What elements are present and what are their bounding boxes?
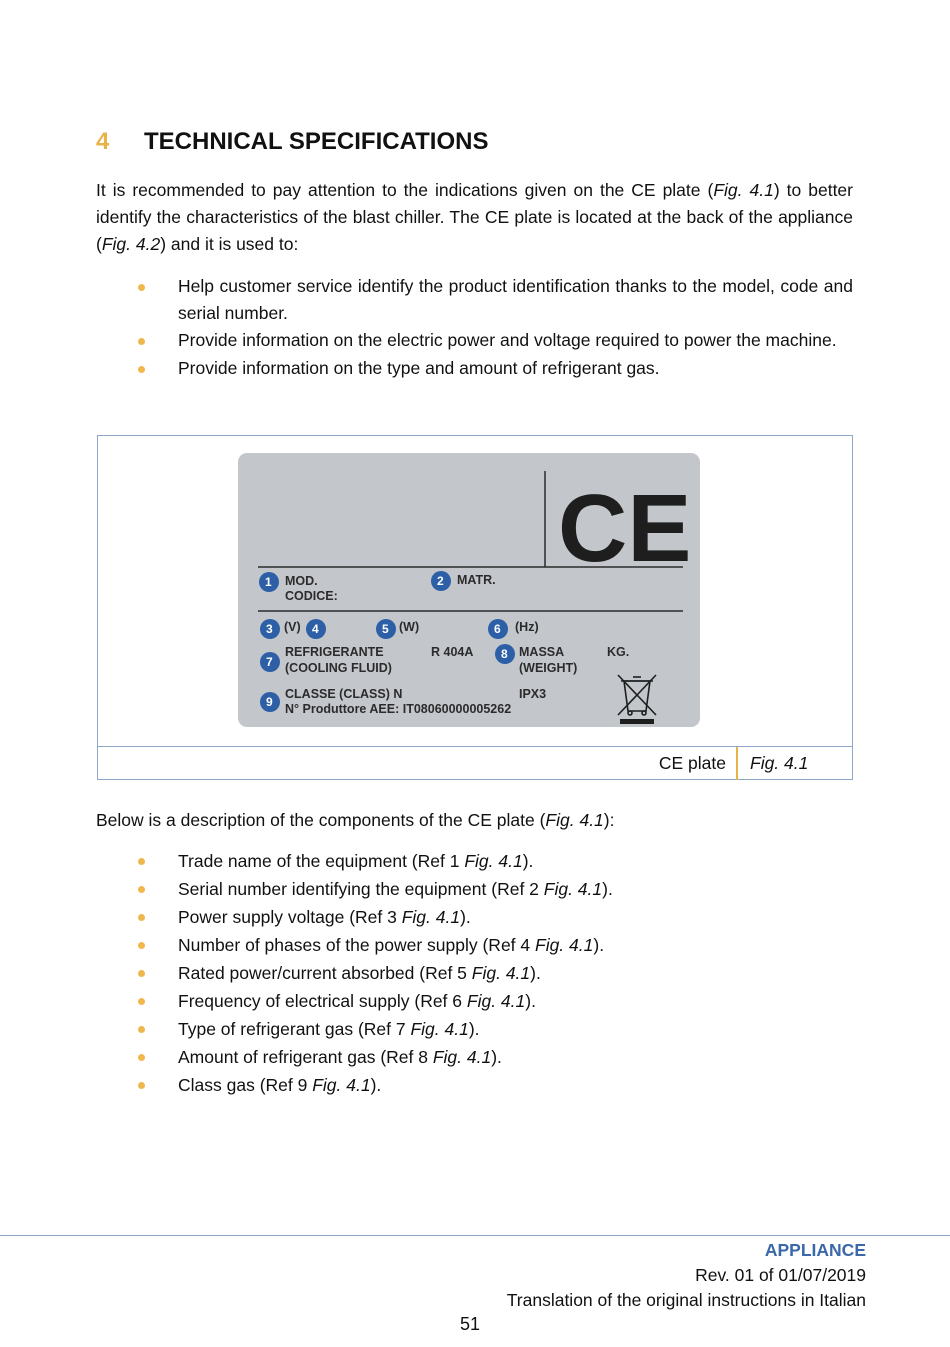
intro-paragraph xyxy=(96,177,853,258)
badge-3 xyxy=(260,619,280,639)
weee-bin-icon xyxy=(618,675,656,724)
caption-separator xyxy=(736,747,738,780)
plate-label-codice: CODICE: xyxy=(285,589,338,603)
intro-text-3: ) and it is used to: xyxy=(160,234,299,254)
svg-text:9: 9 xyxy=(266,695,273,709)
plate-label-weight: (WEIGHT) xyxy=(519,661,578,675)
badge-5 xyxy=(376,619,396,639)
plate-label-cooling-fluid: (COOLING FLUID) xyxy=(285,661,392,675)
intro-text-1: It is recommended to pay attention to the indications given on the CE plate ( xyxy=(96,180,714,200)
badge-6 xyxy=(488,619,508,639)
plate-label-ipx: IPX3 xyxy=(519,687,547,701)
list-item: Number of phases of the power supply (Ref 4 Fig. 4.1). xyxy=(96,931,853,959)
uses-list xyxy=(96,273,853,382)
svg-text:4: 4 xyxy=(312,622,319,636)
description-paragraph xyxy=(96,807,853,834)
plate-label-refrigerante: REFRIGERANTE xyxy=(285,645,384,659)
figure-caption-ref: Fig. 4.1 xyxy=(750,753,809,773)
section-number: 4 xyxy=(96,128,110,155)
svg-text:7: 7 xyxy=(266,655,273,669)
footer-divider xyxy=(0,1235,950,1236)
list-item: Help customer service identify the product identification thanks to the model, code and serial number. xyxy=(96,273,853,326)
plate-label-hz: (Hz) xyxy=(515,620,539,634)
plate-label-produttore: N° Produttore AEE: IT08060000005262 xyxy=(285,702,512,716)
badge-2 xyxy=(431,571,451,591)
description-text-1: Below is a description of the components of the CE plate ( xyxy=(96,810,546,830)
footer-appliance: APPLIANCE xyxy=(764,1240,866,1260)
plate-value-gas: R 404A xyxy=(431,645,474,659)
figure-caption-label: CE plate xyxy=(658,753,726,773)
svg-text:5: 5 xyxy=(382,622,389,636)
plate-label-w: (W) xyxy=(399,620,420,634)
figure-caption-row xyxy=(98,746,852,780)
ce-mark: CE xyxy=(558,475,692,582)
plate-label-matr: MATR. xyxy=(457,573,496,587)
page-footer xyxy=(507,1238,866,1313)
figure-box xyxy=(97,435,853,780)
plate-label-classe: CLASSE (CLASS) N xyxy=(285,687,403,701)
description-text-2: ): xyxy=(603,810,615,830)
list-item: Class gas (Ref 9 Fig. 4.1). xyxy=(96,1071,853,1099)
list-item: Rated power/current absorbed (Ref 5 Fig. 4.1). xyxy=(96,959,853,987)
page-number: 51 xyxy=(460,1314,481,1334)
list-item: Power supply voltage (Ref 3 Fig. 4.1). xyxy=(96,903,853,931)
svg-text:1: 1 xyxy=(265,575,272,589)
list-item: Serial number identifying the equipment (Ref 2 Fig. 4.1). xyxy=(96,875,853,903)
svg-text:3: 3 xyxy=(266,622,273,636)
fig-ref-link: Fig. 4.1 xyxy=(545,810,604,830)
list-item: Provide information on the electric power and voltage required to power the machine. xyxy=(96,327,853,354)
section-title: TECHNICAL SPECIFICATIONS xyxy=(144,128,489,155)
footer-translation: Translation of the original instructions in Italian xyxy=(506,1290,866,1310)
components-list xyxy=(96,847,853,1099)
plate-label-massa: MASSA xyxy=(519,645,565,659)
fig-ref-link: Fig. 4.2 xyxy=(101,234,161,254)
badge-4 xyxy=(306,619,326,639)
list-item: Type of refrigerant gas (Ref 7 Fig. 4.1). xyxy=(96,1015,853,1043)
badge-1 xyxy=(259,572,279,592)
footer-revision: Rev. 01 of 01/07/2019 xyxy=(695,1265,866,1285)
svg-text:6: 6 xyxy=(494,622,501,636)
svg-text:2: 2 xyxy=(437,574,444,588)
list-item: Amount of refrigerant gas (Ref 8 Fig. 4.1). xyxy=(96,1043,853,1071)
intro-text-2: ) to better identify the characteristics of the blast chiller. The CE plate is located at the back of the appliance ( xyxy=(96,180,853,254)
badge-7 xyxy=(260,652,280,672)
list-item: Frequency of electrical supply (Ref 6 Fig. 4.1). xyxy=(96,987,853,1015)
list-item: Trade name of the equipment (Ref 1 Fig. 4.1). xyxy=(96,847,853,875)
plate-label-mod: MOD. xyxy=(285,574,318,588)
section-heading xyxy=(96,128,488,156)
svg-text:8: 8 xyxy=(501,647,508,661)
badge-9 xyxy=(260,692,280,712)
list-item: Provide information on the type and amount of refrigerant gas. xyxy=(96,355,853,382)
ce-plate-image xyxy=(238,453,700,727)
badge-8 xyxy=(495,644,515,664)
plate-label-v: (V) xyxy=(284,620,301,634)
plate-label-kg: KG. xyxy=(607,645,630,659)
fig-ref-link: Fig. 4.1 xyxy=(713,180,774,200)
